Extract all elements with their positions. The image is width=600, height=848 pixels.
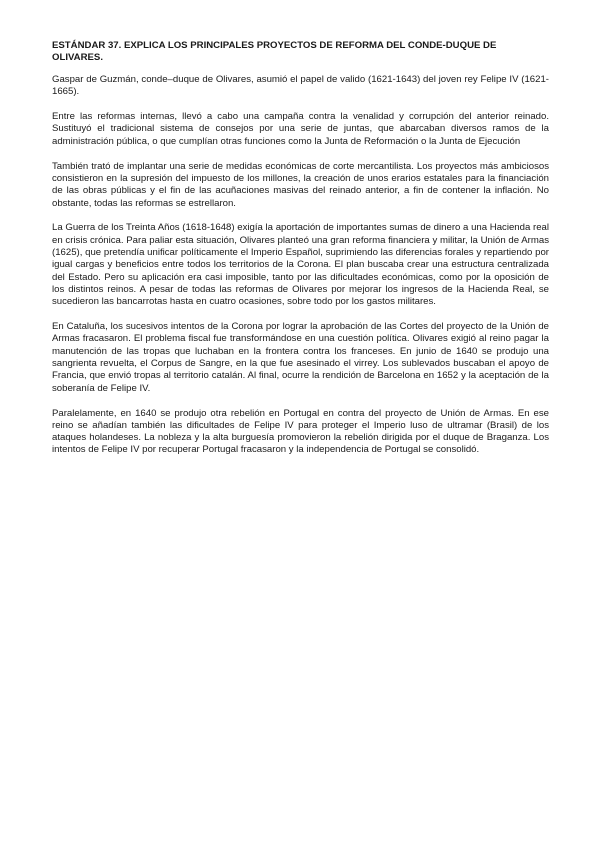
paragraph-valido: Gaspar de Guzmán, conde–duque de Olivares, asumió el papel de valido (1621-1643) del joven rey Felipe IV (1621-1665). — [52, 74, 549, 98]
paragraph-cataluna: En Cataluña, los sucesivos intentos de la Corona por lograr la aprobación de las Cortes del proyecto de la Unión de Armas fracasaron. El problema fiscal fue transformándose en una cuestión política. Olivares exigió al reino pagar la manutención de las tropas que luchaban en la frontera contra los franceses. En junio de 1640 se produjo una sangrienta revuelta, el Corpus de Sangre, en la que fue asesinado el virrey. Los sublevados buscaban el apoyo de Francia, que envió tropas al territorio catalán. Al final, ocurre la rendición de Barcelona en 1652 y la aceptación de la soberanía de Felipe IV. — [52, 321, 549, 394]
paragraph-medidas-economicas: También trató de implantar una serie de medidas económicas de corte mercantilista. Los proyectos más ambiciosos consistieron en la supresión del impuesto de los millones, la creación de unos erarios estatales para la financiación de las obras públicas y el fin de las acuñaciones masivas del reinado anterior, a fin de contener la inflación. No obstante, todas las reformas se estrellaron. — [52, 160, 549, 209]
paragraph-union-de-armas: La Guerra de los Treinta Años (1618-1648) exigía la aportación de importantes sumas de dinero a una Hacienda real en crisis crónica. Para paliar esta situación, Olivares planteó una gran reforma financiera y militar, la Unión de Armas (1625), que pretendía unificar políticamente el Imperio Español, suprimiendo las diferencias forales y repartiendo por igual cargas y beneficios entre todos los territorios de la Corona. El plan buscaba crear una estructura centralizada del Estado. Pero su aplicación era casi imposible, tanto por las dificultades económicas, como por la oposición de los distintos reinos. A pesar de todas las reformas de Olivares por mejorar los ingresos de la Hacienda Real, se sucedieron las bancarrotas hasta en cuatro ocasiones, sobre todo por los gastos militares. — [52, 222, 549, 308]
document-body — [52, 40, 549, 469]
document-title: ESTÁNDAR 37. EXPLICA LOS PRINCIPALES PROYECTOS DE REFORMA DEL CONDE-DUQUE DE OLIVARES. — [52, 40, 497, 63]
paragraph-portugal: Paralelamente, en 1640 se produjo otra rebelión en Portugal en contra del proyecto de Unión de Armas. En ese reino se añadían también las dificultades de Felipe IV para proteger el Imperio luso de ultramar (Brasil) de los ataques holandeses. La nobleza y la alta burguesía promovieron la rebelión dirigida por el duque de Braganza. Los intentos de Felipe IV por recuperar Portugal fracasaron y la independencia de Portugal se consolidó. — [52, 407, 549, 456]
paragraph-reformas-internas: Entre las reformas internas, llevó a cabo una campaña contra la venalidad y corrupción del anterior reinado. Sustituyó el tradicional sistema de consejos por una serie de juntas, que abarcaban diversos ramos de la administración pública, o que cumplían otras funciones como la Junta de Reformación o la Junta de Ejecución — [52, 111, 549, 147]
